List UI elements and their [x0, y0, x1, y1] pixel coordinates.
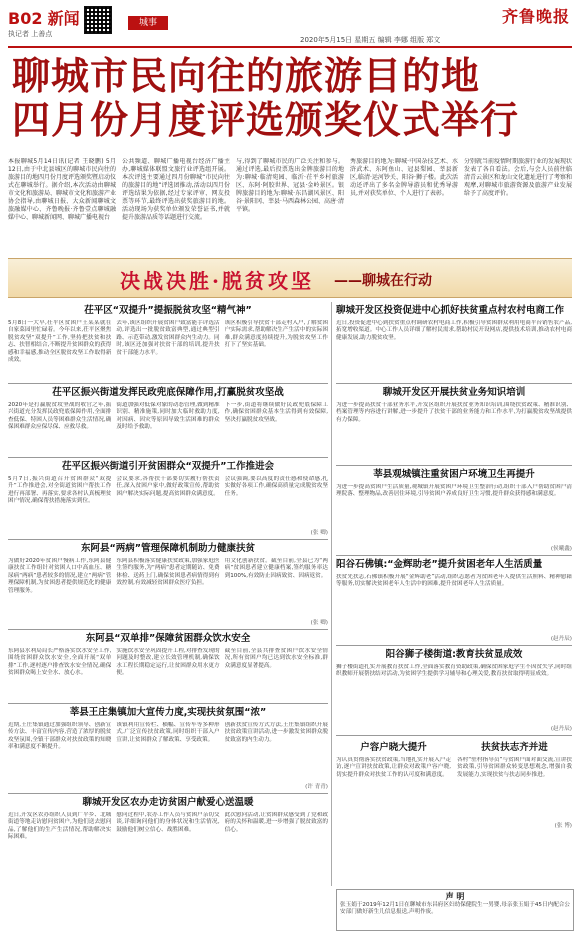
article-divider — [8, 539, 328, 540]
article-column: 5月7日,振兴街道召开贫困群众“双提升”工作推进会,对全街道贫困户帮扶工作进行再部署、再落实,要求各村认真梳理贫困户情况,确保帮扶措施落实到位。 — [8, 476, 112, 505]
notice-body: 张玉娟于2019年12月1日在聊城市东昌府区妇幼保健院生一男婴,母亲张玉娟于45日内配合公安部门做好新生儿信息报送,声明作废。 — [340, 902, 570, 916]
article-body: 狮子楼街道扎实开展教育扶贫工作,全面落实教育资助政策,确保贫困家庭学生不因贫失学,同时组织教师开展帮扶结对活动,为贫困学生提供学习辅导和心理关爱,教育扶贫取得明显成效。 — [336, 664, 572, 678]
article-body — [8, 722, 328, 782]
article-title: 东阿县“双单排”保障贫困群众饮水安全 — [85, 633, 251, 644]
article-column: 此次慰问活动,让贫困群众感受到了党和政府的关怀和温暖,进一步增强了脱贫致富的信心。 — [224, 812, 328, 833]
header-rule — [8, 46, 572, 48]
column-divider — [331, 302, 332, 886]
headline-line-2: 四月份月度评选颁奖仪式举行 — [12, 97, 520, 142]
article-title: 茌平区振兴街道发挥民政兜底保障作用,打赢脱贫攻坚战 — [52, 387, 284, 398]
article-title: 茌平区振兴街道引开贫困群众“双提升”工作推进会 — [62, 461, 274, 472]
article-divider — [336, 645, 572, 646]
article-column: 近期,王庄集镇通过加强组织领导、创新宣传方法、丰富宣传内容,营造了浓厚的脱贫攻坚氛围,全镇干部群众对扶贫政策的知晓率和满意度不断提升。 — [8, 722, 112, 751]
article-column: 街道加强对低保对象的动态管理,做到精准识别、精准施策,同时加大临时救助力度,对因病、因灾等原因导致生活困难的群众及时给予救助。 — [116, 402, 220, 431]
lead-column: 本报聊城5月14日讯(记者 王晓鹏) 5月12日,由于中北县城区的聊城市民向往的旅游目的地四月份月度评选颁奖暨启动仪式在聊城举行。据介绍,本次活动由聊城市文化和旅游局、聊城市文化和旅游产业协会指导,由聊城日报、大众新闻聊城文旅融媒中心、齐鲁晚报·齐鲁壹点聊城融媒中心、聊城新闻网、聊城广播电视台 — [8, 158, 116, 221]
article-body — [8, 320, 328, 380]
article-credit: (侯曦鑫) — [550, 546, 572, 552]
article-divider — [8, 703, 328, 704]
lead-article — [8, 158, 572, 254]
dateline: 2020年5月15日 星期五 编辑 李娜 组版 郑文 — [300, 36, 441, 44]
article-credit: (张 博) — [554, 823, 572, 829]
article-column: 东阿县积极落实健康扶贫政策,加强家庭医生签约服务,为“两病”患者定期随访、免费体检、送药上门,确保贫困患者病情得到有效控制,有效减轻贫困群众医疗负担。 — [116, 558, 220, 587]
qr-code-icon — [84, 6, 112, 34]
article-column: 近日,开发区农办组织人员到广平乡、北城街道等地走访慰问贫困户,为他们送去慰问品,了解他们的生产生活情况,帮助解决实际困难。 — [8, 812, 112, 841]
newspaper-logo: 齐鲁晚报 — [501, 7, 570, 26]
article-divider — [8, 457, 328, 458]
article-divider — [336, 465, 572, 466]
article-credit: (张 卿) — [310, 530, 328, 536]
lead-column: 分别就当前疫情时期旅游行业的发展现状发表了各自看法。会后,与会人员前往临清青云景区和龙山文化遗址进行了考察和观摩,对聊城市旅游资源及旅游产业发展给予了高度评价。 — [464, 158, 572, 197]
feature-banner — [8, 258, 572, 298]
article-title: 莘县观城镇注重贫困户环境卫生再提升 — [373, 469, 535, 480]
article-title: 阳谷狮子楼街道:教育扶贫显成效 — [385, 649, 523, 660]
banner-subtitle: ——聊城在行动 — [334, 273, 432, 289]
article-column: 截至目前,全县共排查贫困户饮水安全情况,所有贫困户均已达到饮水安全标准,群众满意度显著提高。 — [224, 648, 328, 669]
article — [8, 707, 328, 790]
article — [8, 387, 328, 454]
article — [457, 739, 572, 829]
section-flag: 城事 — [128, 16, 168, 30]
article — [336, 305, 572, 380]
notice-box — [336, 889, 574, 931]
article-column: 该镇利用宣传栏、横幅、宣传车等多种形式,广泛宣传扶贫政策,同时组织干部入户宣讲,让贫困群众了解政策、享受政策。 — [116, 722, 220, 743]
headline-line-1: 聊城市民向往的旅游目的地 — [12, 53, 481, 98]
article — [336, 469, 572, 552]
article-body: 扶贫先扶志,石佛镇积极开展“金辉助老”活动,组织志愿者为贫困老年人提供生活照料、精神慰藉等服务,切实解决贫困老年人生活中的困难,提升贫困老年人生活质量。 — [336, 574, 572, 588]
banner-title: 决战决胜·脱贫攻坚 — [120, 269, 314, 293]
article — [336, 559, 572, 642]
article-body — [8, 476, 328, 528]
article-divider — [8, 793, 328, 794]
article-pair — [336, 739, 572, 829]
article-body — [8, 648, 328, 700]
article-body — [8, 558, 328, 618]
right-articles — [336, 302, 572, 829]
article-body — [8, 812, 328, 862]
article-body — [8, 402, 328, 454]
article-title: 聊城开发区投资促进中心抓好扶贫重点村农村电商工作 — [336, 305, 565, 316]
article-body: 近日,投资促进中心到扶贫重点村调研农村电商工作,积极引导贫困群众利用电商平台销售农产品,拓宽增收渠道。中心工作人员详细了解村民需求,帮助村民开设网店,提供技术培训,推动农村电商健康发展,助力脱贫攻坚。 — [336, 320, 572, 341]
article-column: 慰问过程中,农办工作人员与贫困户亲切交谈,详细询问他们的身体状况和生活情况,鼓励他们树立信心、战胜困难。 — [116, 812, 220, 833]
article — [8, 797, 328, 862]
article-column: 该区积极引导扶贫干部走村入户,了解贫困户实际需求,帮助解决生产生活中的实际困难,群众满意度持续提升,为脱贫攻坚工作打下了坚实基础。 — [224, 320, 328, 349]
article — [8, 461, 328, 536]
left-articles — [8, 302, 328, 862]
article-divider — [336, 735, 572, 736]
article-column: 创新扶贫宣传方式方法,王庄集镇组织开展扶贫政策宣讲活动,进一步激发贫困群众脱贫致富的内生动力。 — [224, 722, 328, 743]
lead-column: 秀旅游目的地为:聊城·中国杂技艺术、水浒武术、东阿鱼山、冠县梨园、莘县新区,临清·运河钞关、阳谷·狮子楼。此次活动还评出了多名金牌导游员和优秀导游员,并对获奖单位、个人进行了表彰。 — [350, 158, 458, 197]
article-title: 莘县王庄集镇加大宣传力度,实现扶贫氛围“浓” — [69, 707, 267, 718]
article-column: 5月8日一大早,茌平区贫困户王某某就在自家菜园里忙碌着。今年以来,茌平区聚焦脱贫攻坚“双提升”工作,坚持把扶贫和扶志、扶智相结合,不断提升贫困群众的获得感和幸福感,推动全区脱贫攻坚工作取得新成效。 — [8, 320, 112, 364]
article-title: 聊城开发区开展扶贫业务知识培训 — [382, 387, 526, 398]
article-body: 为进一步提高扶贫干部业务水平,开发区组织开展扶贫业务知识培训,围绕扶贫政策、精准识别、档案管理等内容进行讲解,进一步提升了扶贫干部的业务能力和工作水平,为打赢脱贫攻坚战提供有力保障。 — [336, 402, 572, 423]
article-title: 聊城开发区农办走访贫困户献爱心送温暖 — [82, 797, 254, 808]
article-column: 2020年是打赢脱贫攻坚战的收官之年,振兴街道充分发挥民政兜底保障作用,全面排查低保、特困人员等困难群众生活情况,确保困难群众应保尽保、应救尽救。 — [8, 402, 112, 431]
article-body: 为认真贯彻落实扶贫政策,当地扎实开展入户走访,逐户宣讲扶贫政策,让群众对政策户容户晓,切实提升群众对扶贫工作的认可度和满意度。 — [336, 757, 451, 778]
article-credit: (赵丹辰) — [550, 636, 572, 642]
article-divider — [336, 555, 572, 556]
section-name: 新闻 — [47, 9, 80, 28]
article-title: 阳谷石佛镇:“金辉助老”提升贫困老年人生活质量 — [336, 559, 543, 570]
article-title: 东阿县“两病”管理保障机制助力健康扶贫 — [81, 543, 255, 554]
article-column: 用文化创新扶贫。截至目前,全县已为“两病”贫困患者建立健康档案,签约服务率达到100%,有效防止因病致贫、因病返贫。 — [224, 558, 328, 579]
article-title: 茌平区“双提升”提振脱贫攻坚“精气神” — [84, 305, 252, 316]
article-column: 为做好2020年贫困户慢病工作,东阿县健康扶贫工作组针对贫困人口中高血压、糖尿病“两病”患者较多的情况,建立“两病”管理保障机制,为贫困患者提供规范化的健康管理服务。 — [8, 558, 112, 594]
article — [8, 633, 328, 700]
article-column: 实施饮水安全巩固提升工程,对排查发现的问题及时整改,建立长效管理机制,确保饮水工程长期稳定运行,让贫困群众用水更方便。 — [116, 648, 220, 677]
article-column: 会议强调,要以高度的责任感和使命感,扎实做好各项工作,确保高质量完成脱贫攻坚任务。 — [224, 476, 328, 497]
article — [8, 543, 328, 626]
article — [336, 387, 572, 462]
article-title: 户容户晓大提升 — [360, 742, 427, 753]
article-column: 去年,该区组织开展贫困户致富能手评选活动,评选出一批脱贫致富典型,通过典型引路、示范带动,激发贫困群众内生动力。同时,该区还加强对扶贫干部的培训,提升扶贫干部能力水平。 — [116, 320, 220, 356]
article-divider — [8, 629, 328, 630]
lead-column: 公共频道、聊城广播电视台经济广播主办,聊城媒体联盟文旅行业评选组开展。本次评选主要通过四月份聊城“市民向往的旅游目的地”评选团推动,活动以四月份评选结果为依据,经过专家评审、网友投票等环节,最终评选出获奖旅游目的地。活动现场为获奖单位颁发荣誉证书,并就提升旅游品质等话题进行交流。 — [122, 158, 230, 221]
article-credit: (许 青青) — [305, 784, 328, 790]
article — [336, 649, 572, 732]
article-column: 下一步,街道将继续做好民政兜底保障工作,确保贫困群众基本生活得到有效保障,坚决打赢脱贫攻坚战。 — [224, 402, 328, 423]
notice-title: 声 明 — [445, 892, 465, 901]
article-credit: (张 卿) — [310, 620, 328, 626]
article-body: 为进一步提高贫困户生活质量,观城镇开展贫困户环境卫生整治行动,组织干部入户帮助贫困户清理院落、整理物品,改善居住环境,引导贫困户养成良好卫生习惯,提升群众获得感和满意度。 — [336, 484, 572, 498]
lead-column: 与,得到了聊城市民的广泛关注和参与。通过评选,最后投票选出金牌旅游目的地为:聊城·临清宛园、临沂·茌平乡村旅游区、东阿·阿胶世界、冠县·金岭景区。银牌旅游目的地为:聊城·东昌湖风景区、阳谷·景阳冈、莘县·马西森林公园、高唐·清平镇。 — [236, 158, 344, 213]
editor-line: 执记者 上善点 — [8, 30, 53, 38]
article — [8, 305, 328, 380]
page-number: B02 — [8, 9, 43, 28]
headline — [12, 54, 568, 142]
article-divider — [8, 383, 328, 384]
article — [336, 739, 451, 829]
article-credit: (赵丹辰) — [550, 726, 572, 732]
article-column: 会议要求,各帮扶干部要切实履行帮扶责任,深入贫困户家中,做好政策宣传,帮助贫困户解决实际问题,提高贫困群众满意度。 — [116, 476, 220, 497]
article-body: 各村“驻村指导员”与贫困户面对面交流,宣讲扶贫政策,引导贫困群众转变思想观念,增强自我发展能力,实现扶贫与扶志同步推进。 — [457, 757, 572, 778]
page-header — [8, 6, 80, 39]
article-title: 扶贫扶志齐并进 — [481, 742, 548, 753]
article-column: 东阿县水利局局长严格落实饮水安全工作,围绕贫困群众饮水安全,全面开展“双单排”工作,逐村逐户排查饮水安全情况,确保贫困群众喝上安全水、放心水。 — [8, 648, 112, 677]
article-divider — [336, 383, 572, 384]
